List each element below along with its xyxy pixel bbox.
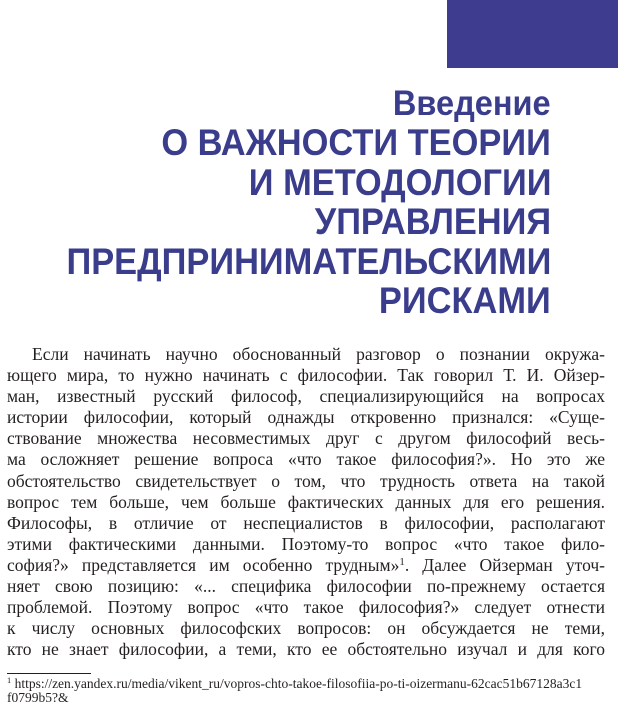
body-line: обстоятельство свидетельствует о том, что трудность ответа на такой: [7, 470, 605, 491]
body-line: кто не знает философии, а теми, кто ее обстоятельно изучал и для кого: [7, 639, 605, 660]
footnote-line: [7, 691, 605, 705]
body-line: няет свою позицию: «... специфика философии по-прежнему остается: [7, 576, 605, 597]
body-line: вопрос тем больше, чем больше фактических данных для его решения.: [7, 491, 605, 512]
chapter-heading: [0, 85, 551, 321]
body-line: ющего мира, то нужно начинать с философии. Так говорил Т. И. Ойзер-: [7, 365, 605, 386]
footnote-url-continued: f0799b5?&: [7, 690, 69, 705]
chapter-title-row: [0, 281, 551, 321]
chapter-title-row: [0, 163, 551, 203]
footnote-line: [7, 677, 605, 691]
chapter-title-line: ПРЕДПРИНИМАТЕЛЬСКИМИ: [66, 240, 551, 282]
footnote-reference: 1: [399, 555, 405, 568]
footnote: [7, 677, 605, 705]
chapter-title-row: [0, 242, 551, 282]
footnote-marker: 1: [7, 676, 12, 686]
chapter-title-row: [0, 202, 551, 242]
body-line: ствование множества несовместимых друг с другом философий весь-: [7, 428, 605, 449]
body-line: этими фактическими данными. Поэтому-то вопрос «что такое фило-: [7, 533, 605, 554]
body-line: Философы, в отличие от неспециалистов в философии, располагают: [7, 512, 605, 533]
chapter-title-row: [0, 123, 551, 163]
chapter-title-line: РИСКАМИ: [379, 280, 551, 321]
body-line: ман, известный русский философ, специализирующийся на вопросах: [7, 386, 605, 407]
body-line-text: . Далее Ойзерман уточ-: [404, 554, 605, 575]
body-line: Если начинать научно обоснованный разговор о познании окружа-: [32, 344, 605, 364]
chapter-title-line: УПРАВЛЕНИЯ: [314, 201, 551, 242]
chapter-title-line: И МЕТОДОЛОГИИ: [248, 161, 551, 203]
footnote-separator: [7, 673, 91, 674]
body-line-text: софия?» представляется им особенно трудным»: [7, 554, 400, 575]
chapter-kicker: Введение: [393, 84, 551, 123]
body-paragraph: [7, 344, 605, 660]
chapter-title-line: О ВАЖНОСТИ ТЕОРИИ: [161, 122, 551, 163]
body-line: [7, 555, 605, 576]
corner-color-block: [447, 0, 618, 68]
footnote-url: https://zen.yandex.ru/media/vikent_ru/vopros-chto-takoe-filosofiia-po-ti-oizermanu-62cac51b67128a3c1: [14, 676, 583, 691]
body-line: к числу основных философских вопросов: он обсуждается не теми,: [7, 618, 605, 639]
body-line: ма осложняет решение вопроса «что такое философия?». Но это же: [7, 449, 605, 470]
chapter-kicker-row: [0, 85, 551, 123]
body-line: проблемой. Поэтому вопрос «что такое философия?» следует отнести: [7, 597, 605, 618]
body-line: истории философии, который однажды откровенно признался: «Суще-: [7, 407, 605, 428]
